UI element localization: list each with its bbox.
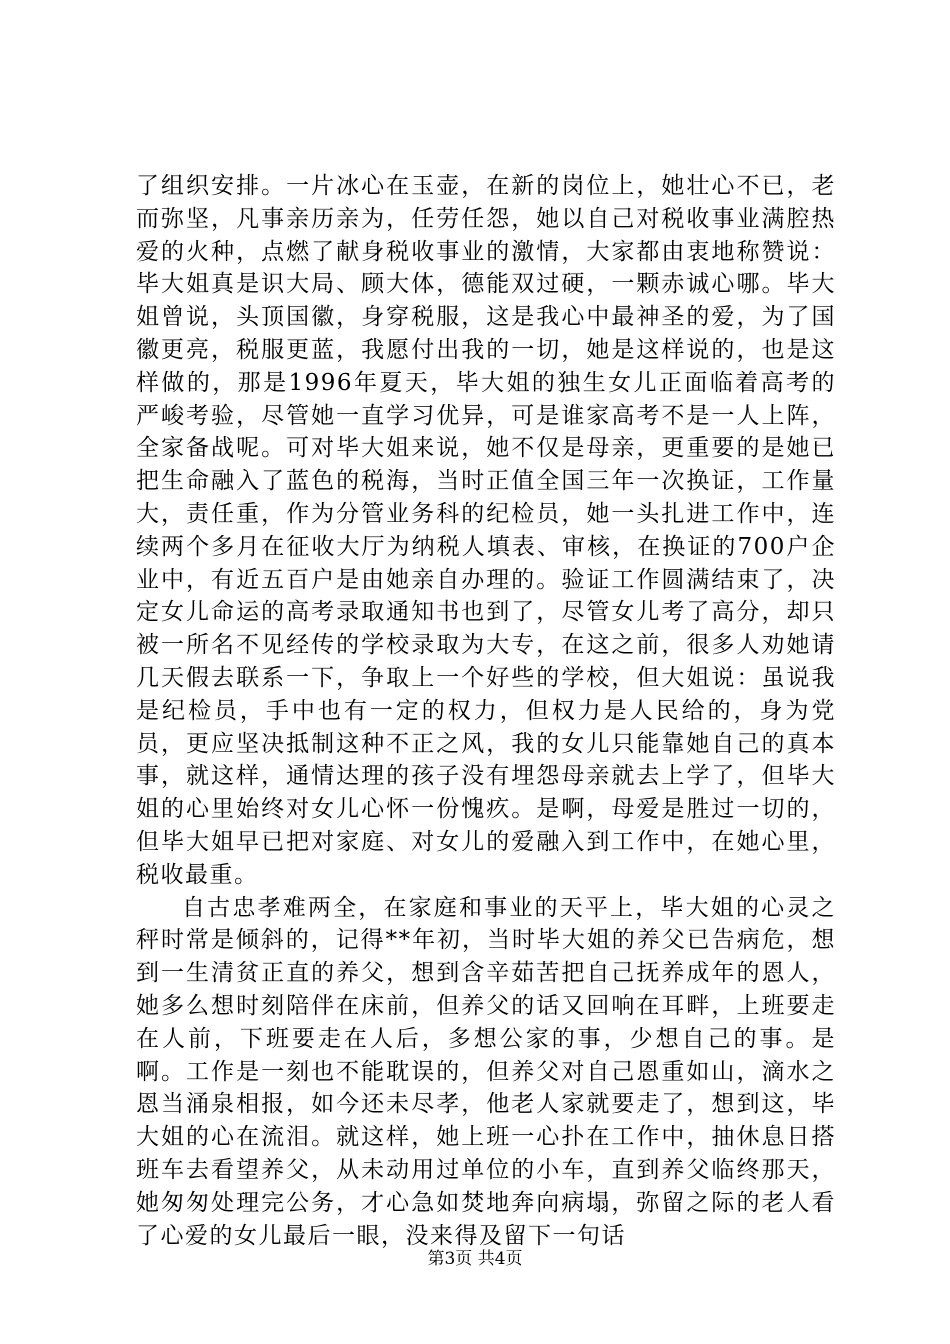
paragraph-1: 了组织安排。一片冰心在玉壶，在新的岗位上，她壮心不已，老而弥坚，凡事亲历亲为，任劳任怨，她以自己对税收事业满腔热爱的火种，点燃了献身税收事业的激情，大家都由衷地称赞说：毕大姐真是识大局、顾大体，德能双过硬，一颗赤诚心哪。毕大姐曾说，头顶国徽，身穿税服，这是我心中最神圣的爱，为了国徽更亮，税服更蓝，我愿付出我的一切，她是这样说的，也是这样做的，那是1996年夏天，毕大姐的独生女儿正面临着高考的严峻考验，尽管她一直学习优异，可是谁家高考不是一人上阵，全家备战呢。可对毕大姐来说，她不仅是母亲，更重要的是她已把生命融入了蓝色的税海，当时正值全国三年一次换证，工作量大，责任重，作为分管业务科的纪检员，她一头扎进工作中，连续两个多月在征收大厅为纳税人填表、审核，在换证的700户企业中，有近五百户是由她亲自办理的。验证工作圆满结束了，决定女儿命运的高考录取通知书也到了，尽管女儿考了高分，却只被一所名不见经传的学校录取为大专，在这之前，很多人劝她请几天假去联系一下，争取上一个好些的学校，但大姐说：虽说我是纪检员，手中也有一定的权力，但权力是人民给的，身为党员，更应坚决抵制这种不正之风，我的女儿只能靠她自己的真本事，就这样，通情达理的孩子没有埋怨母亲就去上学了，但毕大姐的心里始终对女儿心怀一份愧疚。是啊，母爱是胜过一切的，但毕大姐早已把对家庭、对女儿的爱融入到工作中，在她心里，税收最重。 xyxy=(136,173,836,888)
document-body xyxy=(136,170,836,1252)
page-footer: 第3页 共4页 xyxy=(427,1249,523,1269)
paragraph-2: 自古忠孝难两全，在家庭和事业的天平上，毕大姐的心灵之秤时常是倾斜的，记得**年初，当时毕大姐的养父已告病危，想到一生清贫正直的养父，想到含辛茹苦把自己抚养成年的恩人，她多么想时刻陪伴在床前，但养父的话又回响在耳畔，上班要走在人前，下班要走在人后，多想公家的事，少想自己的事。是啊。工作是一刻也不能耽误的，但养父对自己恩重如山，滴水之恩当涌泉相报，如今还未尽孝，他老人家就要走了，想到这，毕大姐的心在流泪。就这样，她上班一心扑在工作中，抽休息日搭班车去看望养父，从未动用过单位的小车，直到养父临终那天，她匆匆处理完公务，才心急如焚地奔向病塌，弥留之际的老人看了心爱的女儿最后一眼，没来得及留下一句话 xyxy=(136,894,836,1249)
